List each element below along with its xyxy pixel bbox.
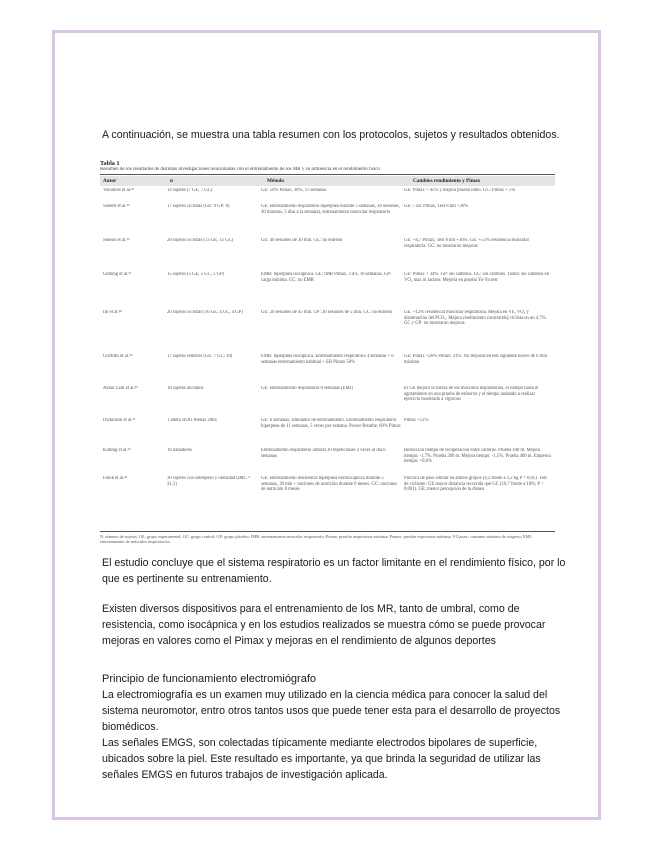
table-label: Tabla 1 xyxy=(100,160,120,167)
results-table-figure xyxy=(100,160,555,556)
cell-cambios: GE: Pimax + 34%. GP: sin cambios. GC: sin cambios. Todos: sin cambios en VO₂ max ni lactato. Mejoría en prueba Yo-Yo test xyxy=(404,272,549,283)
table-row xyxy=(100,386,555,403)
header-n: n xyxy=(170,178,173,184)
cell-cambios: GE: ↑ EE Pimax, Test 8 km +20% xyxy=(404,204,469,209)
cell-autor: Gething et al.²⁷ xyxy=(103,272,132,277)
cell-metodo: EMR: hiperpnea isocápnica. GE: IMR Pimax, 3 d/s, 10 semanas. GP: carga mínima. GC: no EMR xyxy=(261,272,392,283)
table-row xyxy=(100,354,555,365)
cell-n: 14 sujetos (7 GE, 7 GC) xyxy=(167,188,213,193)
table-top-rule xyxy=(100,174,555,175)
intro-paragraph xyxy=(102,127,572,143)
section-paragraph-2: Las señales EMGS, son colectadas típicamente mediante electrodos bipolares de superficie, ubicados sobre la piel. Este resultado es importante, ya que brinda la seguridad de utilizar las señales EMGS en futuros trabajos de investigación aplicada. xyxy=(102,737,541,781)
header-cambios: Cambios rendimiento y Pimax xyxy=(413,178,481,184)
cell-autor: Azhar Lalit et al.³⁰ xyxy=(103,386,139,391)
cell-n: 30 sujetos con sobrepeso y obesidad (IMC = 31,1) xyxy=(167,476,251,487)
section-heading: Principio de funcionamiento electromiógrafo xyxy=(102,673,317,685)
cell-n: 17 sujetos ciclistas (GE: 9 GP: 8) xyxy=(167,204,230,209)
table-row xyxy=(100,476,555,493)
table-row xyxy=(100,418,555,429)
header-metodo: Método xyxy=(267,178,284,184)
cell-cambios: Reducción tiempo de recuperación entre carreras. Prueba 100 m. Mejora tiempo: -1,7%. Prueba 200 m. Mejora tiempo: -1,5%. Prueba 400 m. Empeora tiempo: +0,6% xyxy=(404,448,551,465)
principle-section xyxy=(102,671,572,783)
cell-autor: Griffiths et al.²⁹ xyxy=(103,354,133,359)
cell-metodo: GE: entrenamiento resistencia hiperpnea normocápnica durante 5 semanas, 30 min + nociones de nutrición durante 6 meses. GC: nociones de nutrición 6 meses xyxy=(261,476,398,493)
devices-text: Existen diversos dispositivos para el entrenamiento de los MR, tanto de umbral, como de resistencia, como isocápnica y en los estudios realizados se muestra cómo se puede provocar mejoras en valores como el Pimax y mejoras en el rendimiento de algunos deportes xyxy=(102,603,546,647)
cell-metodo: GE: entrenamiento respiratorio hiperpnea durante 5 semanas, 20 sesiones, 30 minutos, 5 días a la semana), entrenamiento muscular respiratorio xyxy=(261,204,400,215)
section-paragraph-1: La electromiografía es un examen muy utilizado en la ciencia médica para conocer la salud del sistema neuromotor, entro otros tantos usos que puede tener esta para el desarrollo de proyectos biomédicos. xyxy=(102,689,561,733)
cell-metodo: GE: 6 semanas, simulador de entrenamiento. Entrenamiento respiratorio hiperpnea de 11 semanas, 5 veces por semana. Power Breathe, 60% Pimax xyxy=(261,418,401,429)
table-row xyxy=(100,272,555,283)
cell-cambios: El GE mejoró la fuerza de los músculos inspiratorios, el tiempo hasta el agotamiento en una prueba de esfuerzo y el tiempo andando a realizar ejercicio moderado a vigoroso xyxy=(404,386,539,403)
table-row xyxy=(100,204,555,215)
cell-n: 28 sujetos ciclistas (13 GE, 15 GC) xyxy=(167,238,234,243)
table-body xyxy=(100,186,555,506)
cell-n: 18 sujetos ancianos xyxy=(167,386,204,391)
cell-autor: Illi et al.²⁸ xyxy=(103,310,122,315)
cell-metodo: GE: entrenamiento respiratorio 8 semanas (EMI) xyxy=(261,386,353,391)
cell-n: 1 atleta JJOO Atenas 2004 xyxy=(167,418,217,423)
cell-cambios: Pimax +12% xyxy=(404,418,429,423)
table-caption: Resumen de los resultados de distintas investigaciones relacionadas con el entrenamiento de los MR y su influencia en el rendimiento físico xyxy=(100,167,380,172)
cell-autor: Frank et al.³³ xyxy=(103,476,128,481)
cell-metodo: GE: 40 sesiones de 30 min. GC: no entrenó xyxy=(261,238,343,243)
table-bottom-rule xyxy=(100,531,555,532)
devices-paragraph xyxy=(102,601,572,649)
conclusion-text: El estudio concluye que el sistema respiratorio es un factor limitante en el rendimiento físico, por lo que es pertinente su entrenamiento. xyxy=(102,557,566,585)
intro-text: A continuación, se muestra una tabla resumen con los protocolos, sujetos y resultados obtenidos. xyxy=(102,129,560,141)
table-footnote: N: número de sujetos; GE: grupo experimental; GC: grupo control; GP: grupo placebo; IMR: entrenamiento muscular respiratorio; Pimax: presión inspiratoria máxima; Pemax: presión espiratoria máxima; VO₂max: consumo máximo de oxígeno; EMI: entrenamiento de músculos inspiratorios. xyxy=(100,534,532,545)
table-header-row xyxy=(100,176,555,186)
cell-n: 16 nadadores xyxy=(167,448,192,453)
cell-autor: Volianitis et al.²³ xyxy=(103,188,134,193)
table-row xyxy=(100,310,555,327)
table-row xyxy=(100,448,555,465)
cell-autor: Stuessi et al.²⁶ xyxy=(103,238,130,243)
cell-cambios: GE: +12% resistencia muscular respiratoria. Mejora en VE, VO₂ y disminución del PCO₂. Mejora rendimiento contrarreloj ciclista en un 4,7%. GC y GP: no mostraron mejoras xyxy=(404,310,547,327)
cell-metodo: Entrenamiento respiratorio umbral 30 repeticiones 2 veces al día 6 semanas xyxy=(261,448,386,459)
cell-autor: Dickinson et al.³¹ xyxy=(103,418,136,423)
header-autor: Autor xyxy=(103,178,117,184)
cell-cambios: GE: Pimax + 45% y mejora prueba remo. GC: Pimax + 5% xyxy=(404,188,516,193)
cell-metodo: GE: 50% Pimax, 30%, 11 semanas xyxy=(261,188,327,193)
table-row xyxy=(100,188,555,194)
cell-n: 20 sujetos ciclistas (16 GE, 4 GC, 4 GP) xyxy=(167,310,243,315)
conclusion-paragraph xyxy=(102,555,572,587)
cell-cambios: GE: +4,7 Pimax, Test 8 km +36%. GE: +53% resistencia muscular respiratoria. GC: no mostraron mejoras xyxy=(404,238,530,249)
cell-autor: Kilding et al.³² xyxy=(103,448,131,453)
cell-cambios: Práctica de paso similar en ambos grupos (4,2 frente a 1,2 kg P < 0,05). Test de ciclismo: GE mayor distancia recorrida que GC (10,7 frente a 18%; P < 0,001). GE: menor percepción de la disnea xyxy=(404,476,547,493)
table-row xyxy=(100,238,555,249)
cell-n: 15 sujetos (5 GE, 5 GC, 5 GP) xyxy=(167,272,225,277)
cell-metodo: GE: 20 sesiones de 45 min. GP: 20 sesiones de 5 min. GC: no entrenó xyxy=(261,310,393,315)
cell-cambios: GE: Pimax +26% Pimax: 31%. No mejoras en test siguiente nuevo de 6 min máximo xyxy=(404,354,547,365)
cell-metodo: EMR: hiperpnea isocápnica. Entrenamiento respiratorio 4 semanas + 6 semanas entrenamiento habitual + ER Pimax 50% xyxy=(261,354,394,365)
cell-autor: Sonetti et al.²⁵ xyxy=(103,204,130,209)
cell-n: 17 sujetos remeros (GE: 7 GC: 10) xyxy=(167,354,233,359)
